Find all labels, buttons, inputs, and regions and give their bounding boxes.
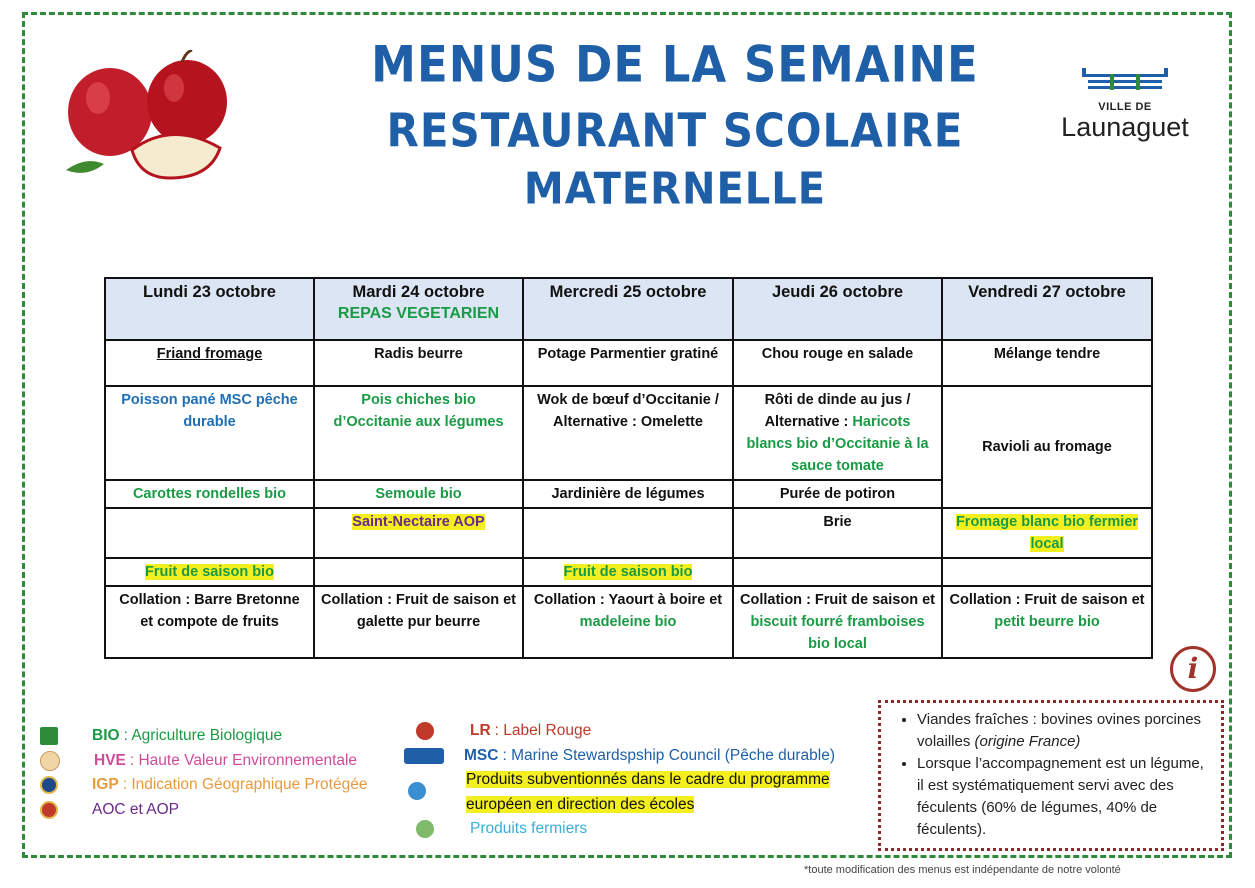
cell-empty	[942, 558, 1152, 586]
legend-text: Produits fermiers	[470, 820, 588, 837]
cell-accompagnement: Carottes rondelles bio	[105, 480, 314, 508]
legend-text	[466, 768, 858, 817]
subsidized-text: Produits subventionnés dans le cadre du programme européen en direction des écoles	[466, 771, 830, 813]
info-origin: (origine France)	[974, 733, 1081, 750]
cell-entree: Chou rouge en salade	[733, 340, 942, 386]
info-box	[878, 700, 1224, 851]
cell-dessert	[105, 558, 314, 586]
cell-empty	[523, 508, 733, 558]
legend-item-subsidized	[404, 768, 858, 817]
collation-text: Collation : Fruit de saison et	[740, 592, 935, 608]
cell-empty	[105, 508, 314, 558]
day-header-mardi	[314, 278, 523, 340]
table-row-plats	[105, 386, 1152, 480]
cell-collation	[733, 586, 942, 658]
cell-accompagnement: Semoule bio	[314, 480, 523, 508]
legend-item-aoc	[40, 798, 367, 823]
page-title-line3: MATERNELLE	[523, 163, 827, 215]
day-label: Vendredi 27 octobre	[968, 283, 1126, 301]
produits-fermiers-icon	[416, 820, 434, 838]
legend-item-lr	[404, 719, 858, 744]
dessert-text: Fruit de saison bio	[145, 564, 274, 580]
cell-fromage	[942, 508, 1152, 558]
msc-icon	[404, 748, 444, 764]
day-label: Jeudi 26 octobre	[771, 283, 904, 301]
cell-plat: Ravioli au fromage	[942, 386, 1152, 508]
dessert-text: Fruit de saison bio	[563, 564, 693, 580]
vegetarian-tag: REPAS VEGETARIEN	[337, 305, 500, 322]
legend-labels-right	[404, 719, 858, 842]
cell-dessert	[523, 558, 733, 586]
collation-bio: madeleine bio	[579, 614, 677, 630]
cell-plat: Pois chiches bio d’Occitanie aux légumes	[314, 386, 523, 480]
day-label: Mercredi 25 octobre	[549, 283, 707, 301]
plat-alternative: Haricots blancs bio d’Occitanie à la sauce tomate	[746, 414, 929, 474]
legend-text: : Marine Stewardspship Council (Pêche durable)	[502, 746, 836, 764]
legend-abbr: LR	[470, 722, 491, 739]
collation-text: Collation : Fruit de saison et	[949, 592, 1145, 608]
cell-plat: Wok de bœuf d’Occitanie / Alternative : Omelette	[523, 386, 733, 480]
legend-text: : Haute Valeur Environnementale	[129, 751, 358, 769]
legend-abbr: MSC	[464, 746, 499, 764]
table-row-fromages	[105, 508, 1152, 558]
cell-collation	[523, 586, 733, 658]
cell-accompagnement: Purée de potiron	[733, 480, 942, 508]
day-label: Mardi 24 octobre	[352, 283, 485, 301]
table-row-desserts	[105, 558, 1152, 586]
day-header-jeudi	[733, 278, 942, 340]
cell-fromage: Brie	[733, 508, 942, 558]
legend-text: : Label Rouge	[494, 722, 592, 739]
legend-text: AOC et AOP	[92, 800, 180, 818]
fromage-text: Saint-Nectaire AOP	[352, 514, 485, 530]
aoc-aop-icon	[40, 801, 58, 819]
fromage-text: Fromage blanc bio fermier local	[955, 514, 1139, 552]
legend-item-hve	[40, 749, 367, 774]
info-text: Viandes fraîches : bovines ovines porcines volailles	[917, 711, 1202, 750]
logo-ville-de: VILLE DE	[1098, 101, 1152, 113]
day-header-lundi	[105, 278, 314, 340]
page-title-line1: MENUS DE LA SEMAINE	[371, 35, 979, 94]
table-header-row	[105, 278, 1152, 340]
legend-abbr: IGP	[92, 776, 119, 793]
igp-icon	[40, 776, 58, 794]
legend-item-bio	[40, 724, 367, 749]
collation-text: Collation : Yaourt à boire et	[533, 592, 723, 608]
table-row-collations	[105, 586, 1152, 658]
legend-labels	[40, 724, 367, 822]
page-title-line2: RESTAURANT SCOLAIRE	[386, 103, 964, 158]
cell-fromage	[314, 508, 523, 558]
legend-item-igp	[40, 773, 367, 798]
cell-collation: Collation : Fruit de saison et galette pur beurre	[314, 586, 523, 658]
legend-abbr: BIO	[92, 727, 120, 744]
legend-text: : Agriculture Biologique	[123, 727, 283, 744]
day-label: Lundi 23 octobre	[143, 283, 276, 301]
school-programme-icon	[408, 782, 426, 800]
cell-plat	[733, 386, 942, 480]
cell-collation	[942, 586, 1152, 658]
legend-abbr: HVE	[94, 751, 126, 769]
info-bullet	[917, 709, 1211, 753]
cell-plat: Poisson pané MSC pêche durable	[105, 386, 314, 480]
info-bullet: • Lorsque l’accompagnement est un légume, il est systématiquement servi avec des féculents (60% de légumes, 40% de féculents).	[917, 753, 1211, 841]
launaguet-logo	[1050, 64, 1200, 141]
menu-table	[104, 277, 1153, 659]
castle-icon	[1080, 64, 1170, 94]
collation-bio: petit beurre bio	[994, 614, 1100, 630]
cell-entree: Potage Parmentier gratiné	[523, 340, 733, 386]
cell-entree: Friand fromage	[105, 340, 314, 386]
logo-city-name: Launaguet	[1061, 112, 1189, 142]
day-header-mercredi	[523, 278, 733, 340]
cell-accompagnement: Jardinière de légumes	[523, 480, 733, 508]
apples-image	[62, 50, 237, 185]
info-icon: i	[1170, 646, 1216, 692]
legend-text: : Indication Géographique Protégée	[122, 776, 368, 793]
collation-bio: biscuit fourré framboises bio local	[750, 614, 925, 652]
legend-item-fermiers	[404, 817, 858, 842]
day-header-vendredi	[942, 278, 1152, 340]
cell-empty	[314, 558, 523, 586]
cell-entree: Radis beurre	[314, 340, 523, 386]
legend-item-msc	[404, 744, 858, 769]
cell-empty	[733, 558, 942, 586]
table-row-entrees	[105, 340, 1152, 386]
footnote: *toute modification des menus est indépendante de notre volonté	[804, 864, 1121, 876]
cell-entree: Mélange tendre	[942, 340, 1152, 386]
plat-text: Rôti de dinde au jus / Alternative :	[764, 392, 911, 430]
cell-collation: Collation : Barre Bretonne et compote de fruits	[105, 586, 314, 658]
ab-bio-icon	[40, 727, 58, 745]
hve-icon	[40, 751, 60, 771]
label-rouge-icon	[416, 722, 434, 740]
